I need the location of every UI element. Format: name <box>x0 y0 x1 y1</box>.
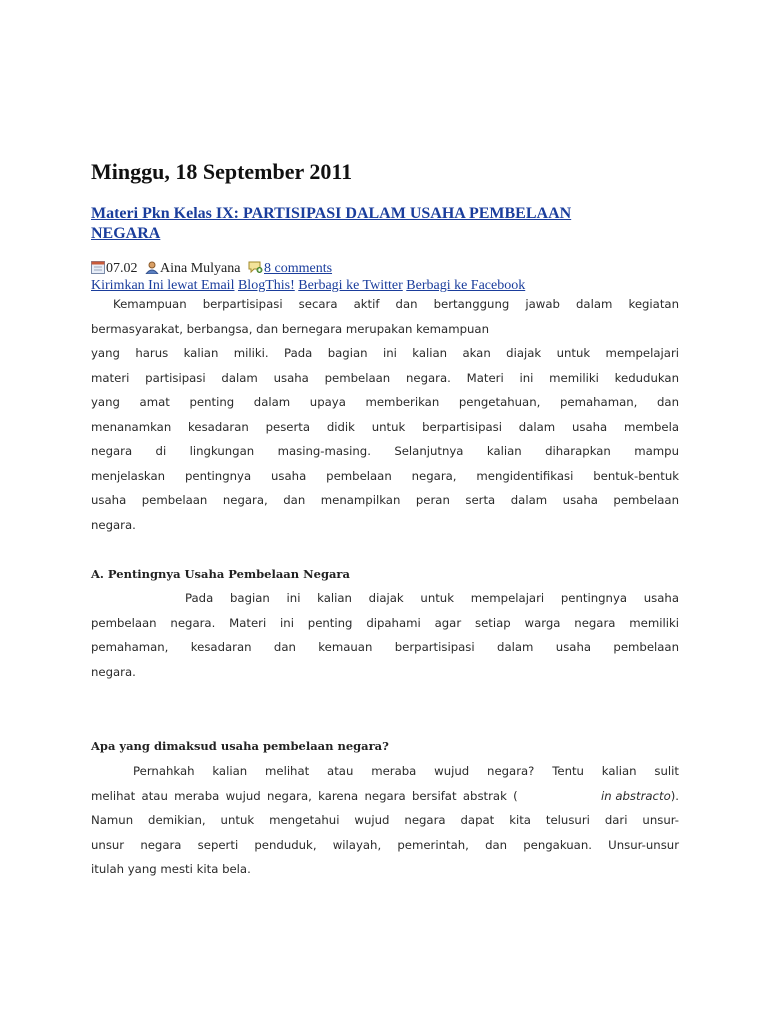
blogthis-link[interactable]: BlogThis! <box>237 278 295 293</box>
section-b-line: Pernahkah kalian melihat atau meraba wujud negara? Tentu kalian sulit <box>133 764 679 778</box>
intro-line: usaha pembelaan negara, dan menampilkan peran serta dalam usaha pembelaan <box>91 493 679 507</box>
calendar-icon <box>91 261 105 279</box>
intro-line: negara di lingkungan masing-masing. Selanjutnya kalian diharapkan mampu <box>91 444 679 458</box>
intro-paragraph <box>91 292 679 537</box>
section-a-line: negara. <box>91 664 136 679</box>
section-a-line: Pada bagian ini kalian diajak untuk mempelajari pentingnya usaha <box>185 591 679 605</box>
section-b-heading: Apa yang dimaksud usaha pembelaan negara? <box>91 739 389 753</box>
section-b-line: Namun demikian, untuk mengetahui wujud negara dapat kita telusuri dari unsur- <box>91 813 679 827</box>
in-abstracto-italic: in abstracto <box>600 788 671 803</box>
post-meta <box>91 261 332 279</box>
intro-line: Kemampuan berpartisipasi secara aktif dan bertanggung jawab dalam kegiatan <box>113 297 679 311</box>
intro-line: negara. <box>91 517 136 532</box>
intro-line: materi partisipasi dalam usaha pembelaan negara. Materi ini memiliki kedudukan <box>91 370 679 385</box>
comment-icon <box>248 261 263 279</box>
post-author: Aina Mulyana <box>160 261 241 276</box>
intro-line: bermasyarakat, berbangsa, dan bernegara merupakan kemampuan <box>91 321 489 336</box>
share-facebook-link[interactable]: Berbagi ke Facebook <box>406 278 526 293</box>
section-b-paragraph <box>91 759 679 882</box>
intro-line: menjelaskan pentingnya usaha pembelaan negara, mengidentifikasi bentuk-bentuk <box>91 468 679 483</box>
post-time: 07.02 <box>106 261 138 276</box>
section-b-line2-end: ). <box>670 788 679 803</box>
section-a-line: pembelaan negara. Materi ini penting dipahami agar setiap warga negara memiliki <box>91 615 679 630</box>
intro-line: yang amat penting dalam upaya memberikan pengetahuan, pemahaman, dan <box>91 395 679 409</box>
intro-line: menanamkan kesadaran peserta didik untuk berpartisipasi dalam usaha membela <box>91 419 679 434</box>
section-b-line2-text: melihat atau meraba wujud negara, karena negara bersifat abstrak ( <box>91 788 518 803</box>
section-b-line2-tail <box>91 784 679 809</box>
share-email-link[interactable]: Kirimkan Ini lewat Email <box>91 278 235 293</box>
user-icon <box>145 261 159 279</box>
comments-link[interactable]: 8 comments <box>263 261 333 276</box>
post-date-header: Minggu, 18 September 2011 <box>91 159 353 184</box>
section-a-heading: A. Pentingnya Usaha Pembelaan Negara <box>91 567 350 581</box>
section-b-line: itulah yang mesti kita bela. <box>91 862 251 876</box>
post-title-link[interactable]: Materi Pkn Kelas IX: PARTISIPASI DALAM USAHA PEMBELAAN NEGARA <box>91 205 572 242</box>
intro-line: yang harus kalian miliki. Pada bagian ini kalian akan diajak untuk mempelajari <box>91 346 679 360</box>
section-b-line: unsur negara seperti penduduk, wilayah, pemerintah, dan pengakuan. Unsur-unsur <box>91 837 679 852</box>
section-a-paragraph <box>91 586 679 684</box>
section-a-line: pemahaman, kesadaran dan kemauan berpartisipasi dalam usaha pembelaan <box>91 640 679 654</box>
share-twitter-link[interactable]: Berbagi ke Twitter <box>298 278 403 293</box>
